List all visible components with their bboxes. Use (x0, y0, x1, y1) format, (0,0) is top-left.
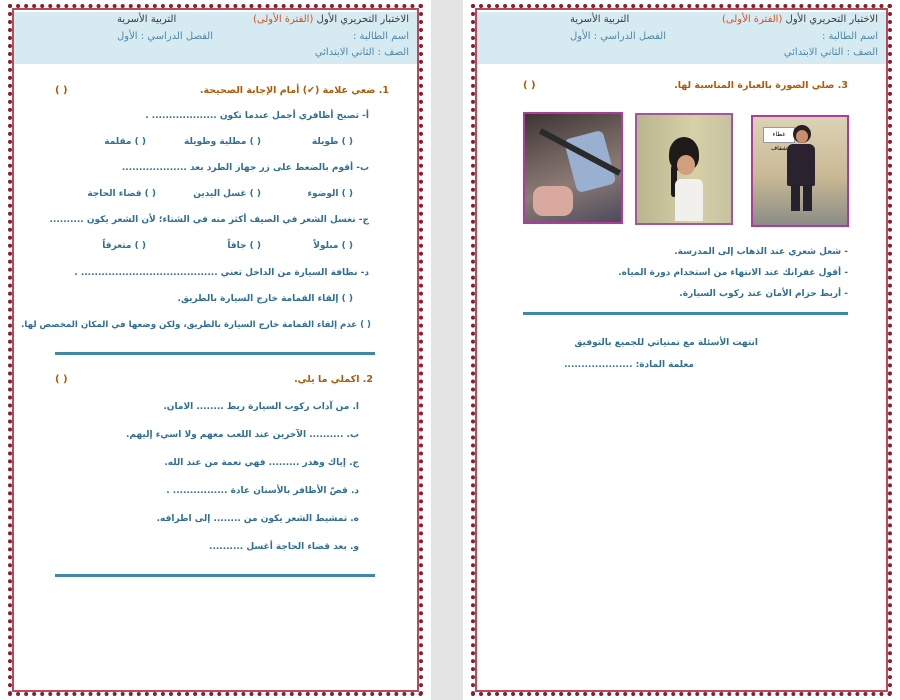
photo-sign: غطاء شفاف (763, 127, 795, 143)
q1-d-stem: د- نظافة السيارة من الداخل تعني ........................................ . (74, 268, 369, 278)
student-name-label: اسم الطالبة : (352, 31, 409, 42)
q1-b-option-3: ( ) قضاء الحاجة (87, 189, 156, 199)
q3-item-2: - أقول غفرانك عند الانتهاء من استخدام دورة المياه. (618, 268, 848, 278)
page-left (0, 0, 431, 700)
q2-section (0, 0, 431, 700)
grade: الصف : الثاني الابتدائي (783, 47, 878, 58)
exam-title: الاختبار التحريري الأول (الفترة الأولى) (253, 14, 409, 25)
student-name-label: اسم الطالبة : (821, 31, 878, 42)
grade: الصف : الثاني الابتدائي (314, 47, 409, 58)
q2-item-3: ج. إياك وهدر ......... فهي نعمة من عند الله. (164, 458, 359, 468)
page-gutter (431, 0, 463, 700)
semester: الفصل الدراسي : الأول (570, 31, 667, 42)
q1-b-option-2: ( ) غسل اليدين (193, 189, 261, 199)
q2-item-1: ا. من آداب ركوب السيارة ربط ........ الامان. (163, 402, 359, 412)
page-right (463, 0, 900, 700)
q1-a-stem: أ- تصبح أظافري أجمل عندما تكون ................... . (145, 111, 369, 121)
q2-item-4: د. قصّ الأظافر بالأسنان عادة ................ . (166, 486, 359, 496)
q1-c-option-1: ( ) مبلولاً (313, 241, 353, 251)
q1-c-option-3: ( ) متعرقاً (102, 241, 146, 251)
q1-d-option-2: ( ) عدم إلقاء القمامة خارج السيارة بالطريق، ولكن وضعها في المكان المخصص لها. (21, 320, 371, 330)
closing-section (463, 0, 900, 700)
q2-item-2: ب. .......... الآخرين عند اللعب معهم ولا اسيء إليهم. (126, 430, 359, 440)
q1-score: ( ) (55, 85, 68, 96)
q1-c-option-2: ( ) جافاً (227, 241, 261, 251)
q1-b-option-1: ( ) الوضوء (307, 189, 353, 199)
q2-item-5: ه. تمشيط الشعر يكون من ........ إلى اطرافه. (156, 514, 359, 524)
subject: التربية الأسرية (570, 14, 630, 25)
q2-title: 2. اكملي ما يلي. (294, 374, 373, 385)
q3-score: ( ) (523, 80, 536, 91)
exam-title: الاختبار التحريري الأول (الفترة الأولى) (722, 14, 878, 25)
subject: التربية الأسرية (117, 14, 177, 25)
q2-item-6: و. بعد قضاء الحاجة أغسل .......... (209, 542, 359, 552)
q1-title: 1. ضعي علامة (✔) أمام الإجابة الصحيحة. (199, 85, 389, 96)
semester: الفصل الدراسي : الأول (117, 31, 214, 42)
q3-item-1: - شعل شعري عند الذهاب إلى المدرسة. (674, 247, 848, 257)
section-divider-bottom (55, 574, 375, 577)
q1-d-option-1: ( ) إلقاء القمامة خارج السيارة بالطريق. (177, 294, 353, 304)
q1-b-stem: ب- أقوم بالضغط على زر جهاز الطرد بعد ................... (121, 163, 369, 173)
q1-a-option-1: ( ) طويلة (311, 137, 353, 147)
end-note: انتهت الأسئلة مع تمنياتي للجميع بالتوفيق (574, 338, 758, 348)
q2-score: ( ) (55, 374, 68, 385)
q1-c-stem: ج- نغسل الشعر في الصيف أكثر منه في الشتاء؛ لأن الشعر يكون .......... (49, 215, 369, 225)
teacher-signature: معلمة المادة: .................... (564, 360, 694, 370)
q1-a-option-3: ( ) مقلمة (104, 137, 146, 147)
q3-item-3: - أربط حزام الأمان عند ركوب السيارة. (679, 289, 848, 299)
q3-title: 3. صلي الصورة بالعبارة المناسبة لها. (674, 80, 848, 91)
q1-a-option-2: ( ) مطلية وطويلة (184, 137, 261, 147)
